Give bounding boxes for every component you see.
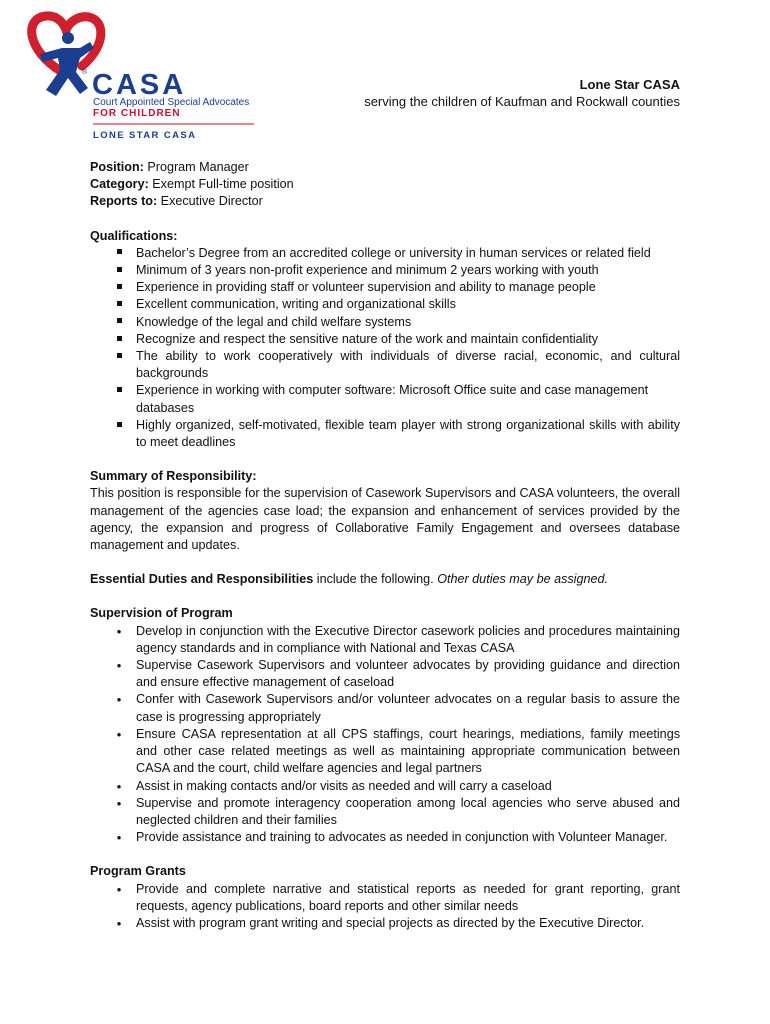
position-label: Position:: [90, 160, 144, 174]
category-label: Category:: [90, 177, 149, 192]
qualifications-section: [90, 228, 680, 452]
square-bullet-icon: [112, 279, 126, 296]
square-bullet-icon: [112, 245, 126, 262]
registered-mark: ®: [82, 69, 88, 76]
logo-line2: FOR CHILDREN: [93, 108, 181, 119]
list-item: Excellent communication, writing and organizational skills: [90, 296, 680, 313]
list-item: The ability to work cooperatively with individuals of diverse racial, economic, and cultural backgrounds: [90, 348, 680, 382]
list-item: • Provide assistance and training to advocates as needed in conjunction with Volunteer Manager.: [90, 829, 680, 846]
square-bullet-icon: [112, 314, 126, 331]
grants-list: [90, 881, 680, 933]
bullet-icon: [112, 691, 126, 709]
list-item: Bachelor’s Degree from an accredited college or university in human services or related field: [90, 245, 680, 262]
position-line: [90, 159, 680, 176]
list-item: Minimum of 3 years non-profit experience and minimum 2 years working with youth: [90, 262, 680, 279]
grants-section: [90, 863, 680, 932]
reports-label: Reports to:: [90, 194, 158, 209]
list-item: • Develop in conjunction with the Executive Director casework policies and procedures maintaining agency standards and in compliance with National and Texas CASA: [90, 623, 680, 657]
reports-value: Executive Director: [157, 194, 263, 209]
square-bullet-icon: [112, 262, 126, 279]
bullet-icon: [112, 623, 126, 641]
square-bullet-icon: [112, 417, 126, 434]
list-item: • Supervise and promote interagency cooperation among local agencies who serve abused and neglected children and their families: [90, 795, 680, 829]
bullet-icon: [112, 915, 126, 933]
list-item: • Assist with program grant writing and special projects as directed by the Executive Director.: [90, 915, 680, 932]
essential-duties-text: include the following.: [313, 572, 438, 587]
bullet-icon: [112, 778, 126, 796]
list-item: • Confer with Casework Supervisors and/or volunteer advocates on a regular basis to assure the case is progressing appropriately: [90, 691, 680, 725]
job-description: [90, 159, 680, 932]
essential-duties-line: [90, 571, 680, 588]
list-item: • Supervise Casework Supervisors and volunteer advocates by providing guidance and direction and ensure effective management of caseload: [90, 657, 680, 691]
summary-text: This position is responsible for the supervision of Casework Supervisors and CASA volunteers, the overall management of the agencies case load; the expansion and enhancement of services provided by the agency, the expansion and progress of Collaborative Family Engagement and oversees database management and updates.: [90, 486, 680, 553]
category-value: Exempt Full-time position: [148, 177, 294, 192]
summary-heading: Summary of Responsibility:: [90, 469, 257, 484]
casa-logo: [22, 8, 272, 148]
qualifications-heading: Qualifications:: [90, 228, 178, 243]
bullet-icon: [112, 881, 126, 899]
bullet-icon: [112, 795, 126, 813]
list-item: • Provide and complete narrative and statistical reports as needed for grant reporting, grant requests, agency publications, board reports and other similar needs: [90, 881, 680, 915]
supervision-heading: Supervision of Program: [90, 606, 233, 621]
bullet-icon: [112, 726, 126, 744]
essential-duties-section: [90, 571, 680, 588]
square-bullet-icon: [112, 331, 126, 348]
square-bullet-icon: [112, 348, 126, 365]
list-item: Experience in working with computer software: Microsoft Office suite and case management databases: [90, 382, 680, 416]
bullet-icon: [112, 829, 126, 847]
list-item: Knowledge of the legal and child welfare systems: [90, 314, 680, 331]
summary-section: [90, 468, 680, 554]
supervision-section: [90, 605, 680, 846]
list-item: Recognize and respect the sensitive nature of the work and maintain confidentiality: [90, 331, 680, 348]
position-value: Program Manager: [143, 160, 249, 174]
essential-duties-heading: Essential Duties and Responsibilities: [90, 572, 314, 587]
square-bullet-icon: [112, 382, 126, 399]
logo-wordmark: CASA: [92, 69, 187, 101]
reports-line: [90, 193, 680, 210]
org-header: [364, 76, 680, 110]
org-name: Lone Star CASA: [579, 77, 680, 92]
category-line: [90, 176, 680, 193]
logo-line1: Court Appointed Special Advocates: [93, 97, 250, 108]
list-item: • Ensure CASA representation at all CPS staffings, court hearings, mediations, family meetings and other case related meetings as well as maintaining appropriate communication between CASA and the court, child welfare agencies and legal partners: [90, 726, 680, 778]
position-meta: [90, 159, 680, 211]
list-item: • Assist in making contacts and/or visits as needed and will carry a caseload: [90, 778, 680, 795]
bullet-icon: [112, 657, 126, 675]
list-item: Highly organized, self-motivated, flexible team player with strong organizational skills with ability to meet deadlines: [90, 417, 680, 451]
list-item: Experience in providing staff or volunteer supervision and ability to manage people: [90, 279, 680, 296]
logo-line3: LONE STAR CASA: [93, 130, 197, 141]
essential-duties-note: Other duties may be assigned.: [437, 572, 608, 587]
grants-heading: Program Grants: [90, 864, 186, 879]
qualifications-list: [90, 245, 680, 451]
square-bullet-icon: [112, 296, 126, 313]
casa-logo-graphic: [22, 8, 272, 148]
supervision-list: [90, 623, 680, 847]
org-tagline: serving the children of Kaufman and Rockwall counties: [364, 94, 680, 109]
